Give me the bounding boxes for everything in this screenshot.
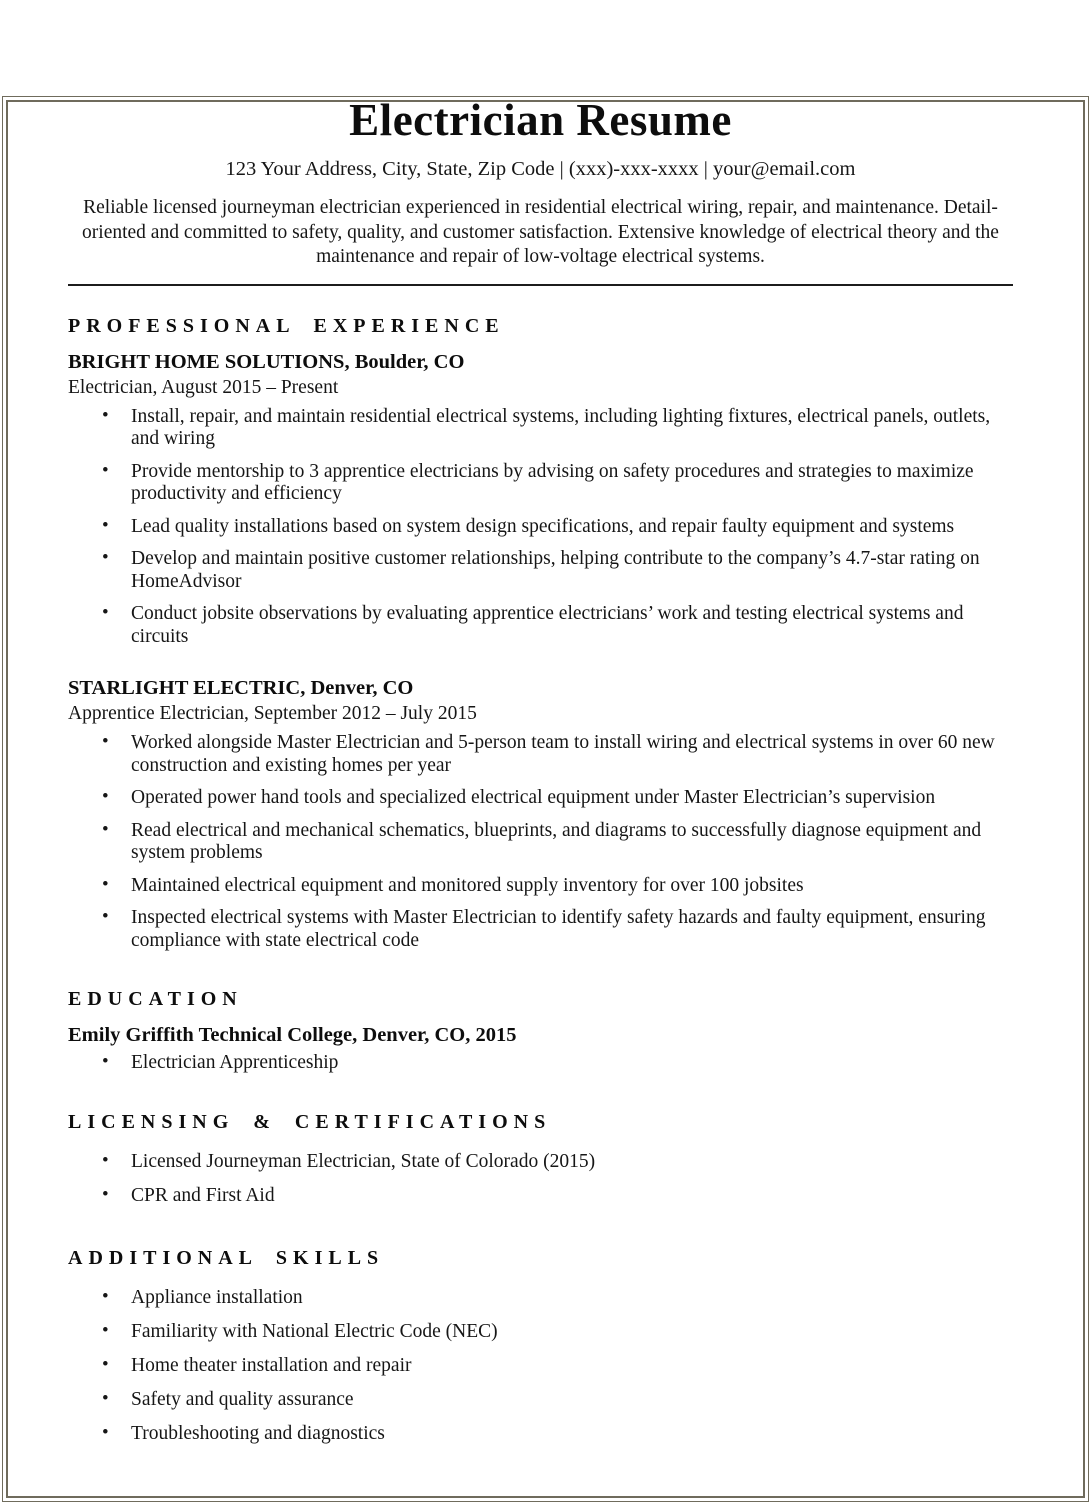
section-professional-experience <box>68 315 1013 953</box>
resume-page <box>0 94 1091 1504</box>
bullet-item: • Install, repair, and maintain residential electrical systems, including lighting fixtures, electrical panels, outlets, and wiring <box>68 406 1013 451</box>
bullet-item: • Inspected electrical systems with Master Electrician to identify safety hazards and faulty equipment, ensuring compliance with state electrical code <box>68 907 1013 952</box>
bullet-item: • Familiarity with National Electric Code (NEC) <box>68 1321 1013 1344</box>
bullet-item: • Provide mentorship to 3 apprentice electricians by advising on safety procedures and strategies to maximize productivity and efficiency <box>68 461 1013 506</box>
skills-bullet-list <box>68 1287 1013 1446</box>
job-bright-home-solutions <box>68 351 1013 649</box>
bullet-item: • Licensed Journeyman Electrician, State of Colorado (2015) <box>68 1151 1013 1174</box>
school-name: Emily Griffith Technical College, Denver, CO, 2015 <box>68 1024 517 1046</box>
bullet-item: • Read electrical and mechanical schematics, blueprints, and diagrams to successfully diagnose equipment and system problems <box>68 820 1013 865</box>
bullet-item: • Develop and maintain positive customer relationships, helping contribute to the company’s 4.7-star rating on HomeAdvisor <box>68 548 1013 593</box>
summary-paragraph: Reliable licensed journeyman electrician experienced in residential electrical wiring, repair, and maintenance. Detail-oriented and committed to safety, quality, and customer satisfaction. Extensive knowledge of electrical theory and the maintenance and repair of low-voltage electrical systems. <box>82 197 999 267</box>
bullet-item: • Electrician Apprenticeship <box>68 1052 1013 1075</box>
bullet-item: • Troubleshooting and diagnostics <box>68 1423 1013 1446</box>
section-education <box>68 988 1013 1075</box>
education-heading: EDUCATION <box>68 988 243 1010</box>
role-and-dates: Apprentice Electrician, September 2012 – July 2015 <box>68 703 477 724</box>
header-divider <box>68 284 1013 286</box>
section-licensing-certifications <box>68 1111 1013 1208</box>
role-and-dates: Electrician, August 2015 – Present <box>68 376 339 398</box>
resume-content <box>0 94 1091 1446</box>
bullet-item: • Safety and quality assurance <box>68 1389 1013 1412</box>
employer-name: BRIGHT HOME SOLUTIONS, Boulder, CO <box>68 350 465 373</box>
skills-heading: ADDITIONAL SKILLS <box>68 1247 385 1269</box>
section-additional-skills <box>68 1247 1013 1446</box>
bullet-item: • Lead quality installations based on system design specifications, and repair faulty equipment and systems <box>68 516 1013 539</box>
bullet-item: • Worked alongside Master Electrician and 5-person team to install wiring and electrical systems in over 60 new construction and existing homes per year <box>68 732 1013 777</box>
contact-line: 123 Your Address, City, State, Zip Code | (xxx)-xxx-xxxx | your@email.com <box>225 158 856 180</box>
bullet-item: • Appliance installation <box>68 1287 1013 1310</box>
education-bullet-list <box>68 1052 1013 1075</box>
job-bullet-list <box>68 732 1013 952</box>
bullet-item: • Conduct jobsite observations by evaluating apprentice electricians’ work and testing electrical systems and circuits <box>68 603 1013 648</box>
licensing-heading: LICENSING & CERTIFICATIONS <box>68 1110 552 1133</box>
bullet-item: • Home theater installation and repair <box>68 1355 1013 1378</box>
bullet-item: • Maintained electrical equipment and monitored supply inventory for over 100 jobsites <box>68 875 1013 898</box>
employer-name: STARLIGHT ELECTRIC, Denver, CO <box>68 677 414 699</box>
bullet-item: • CPR and First Aid <box>68 1185 1013 1208</box>
experience-heading: PROFESSIONAL EXPERIENCE <box>68 314 505 337</box>
job-bullet-list <box>68 406 1013 649</box>
job-starlight-electric <box>68 677 1013 952</box>
licensing-bullet-list <box>68 1151 1013 1208</box>
resume-title: Electrician Resume <box>349 95 732 145</box>
bullet-item: • Operated power hand tools and specialized electrical equipment under Master Electrician’s supervision <box>68 787 1013 810</box>
